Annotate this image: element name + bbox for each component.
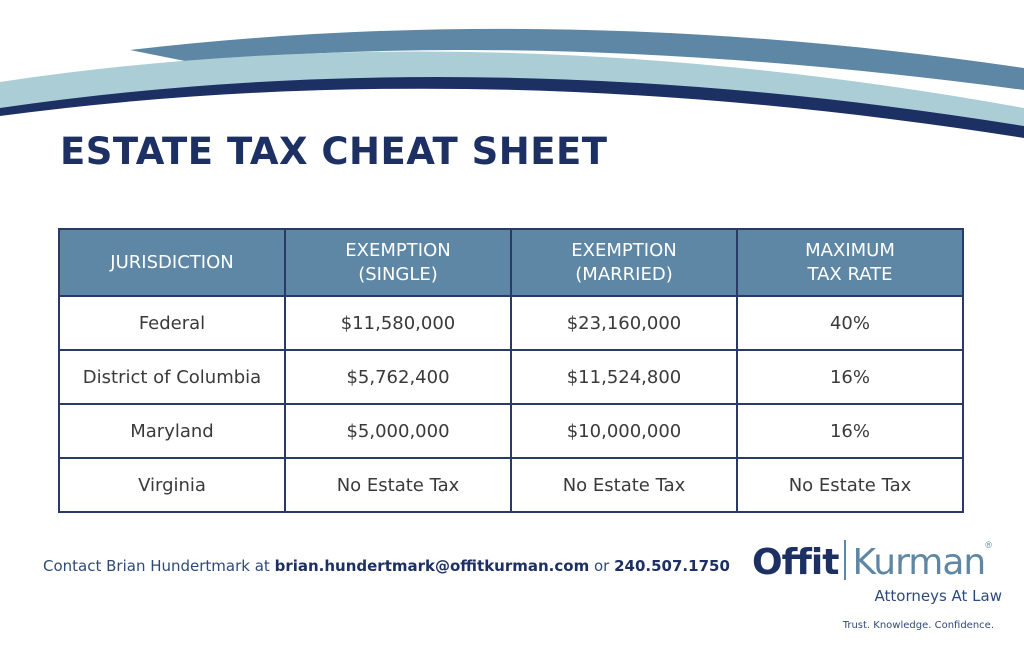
estate-tax-table	[58, 228, 964, 513]
logo-tagline: Trust. Knowledge. Confidence.	[842, 620, 994, 631]
logo-divider	[844, 540, 846, 580]
contact-phone: 240.507.1750	[614, 557, 730, 575]
table-row	[59, 458, 963, 512]
table-header-row	[59, 229, 963, 296]
contact-middle: or	[589, 557, 615, 575]
cell-jurisdiction: Virginia	[59, 458, 285, 512]
logo-subtitle: Attorneys At Law	[874, 587, 1002, 605]
header-exemption-single: EXEMPTION (SINGLE)	[285, 229, 511, 296]
cell-jurisdiction: Maryland	[59, 404, 285, 458]
cell-jurisdiction: District of Columbia	[59, 350, 285, 404]
cell-max-tax-rate: 16%	[737, 404, 963, 458]
header-exemption-married: EXEMPTION (MARRIED)	[511, 229, 737, 296]
contact-line	[43, 557, 730, 575]
contact-prefix: Contact Brian Hundertmark at	[43, 557, 275, 575]
cell-exemption-married: $11,524,800	[511, 350, 737, 404]
table-row	[59, 350, 963, 404]
logo-name-right: Kurman	[852, 542, 986, 583]
cell-max-tax-rate: 40%	[737, 296, 963, 350]
cell-exemption-single: $11,580,000	[285, 296, 511, 350]
cell-exemption-single: No Estate Tax	[285, 458, 511, 512]
table-row	[59, 404, 963, 458]
cell-exemption-single: $5,762,400	[285, 350, 511, 404]
cell-max-tax-rate: No Estate Tax	[737, 458, 963, 512]
header-maximum-tax-rate: MAXIMUM TAX RATE	[737, 229, 963, 296]
table-row	[59, 296, 963, 350]
cell-exemption-married: No Estate Tax	[511, 458, 737, 512]
header-jurisdiction: JURISDICTION	[59, 229, 285, 296]
cell-exemption-married: $23,160,000	[511, 296, 737, 350]
cell-max-tax-rate: 16%	[737, 350, 963, 404]
page-title: ESTATE TAX CHEAT SHEET	[60, 130, 608, 173]
offit-kurman-logo	[752, 540, 1002, 635]
logo-name-left: Offit	[752, 542, 839, 583]
cell-exemption-single: $5,000,000	[285, 404, 511, 458]
cell-jurisdiction: Federal	[59, 296, 285, 350]
registered-mark: ®	[985, 540, 992, 550]
logo-wordmark	[752, 540, 992, 588]
contact-email: brian.hundertmark@offitkurman.com	[274, 557, 590, 575]
decorative-swoosh-graphic	[0, 0, 1024, 140]
cell-exemption-married: $10,000,000	[511, 404, 737, 458]
